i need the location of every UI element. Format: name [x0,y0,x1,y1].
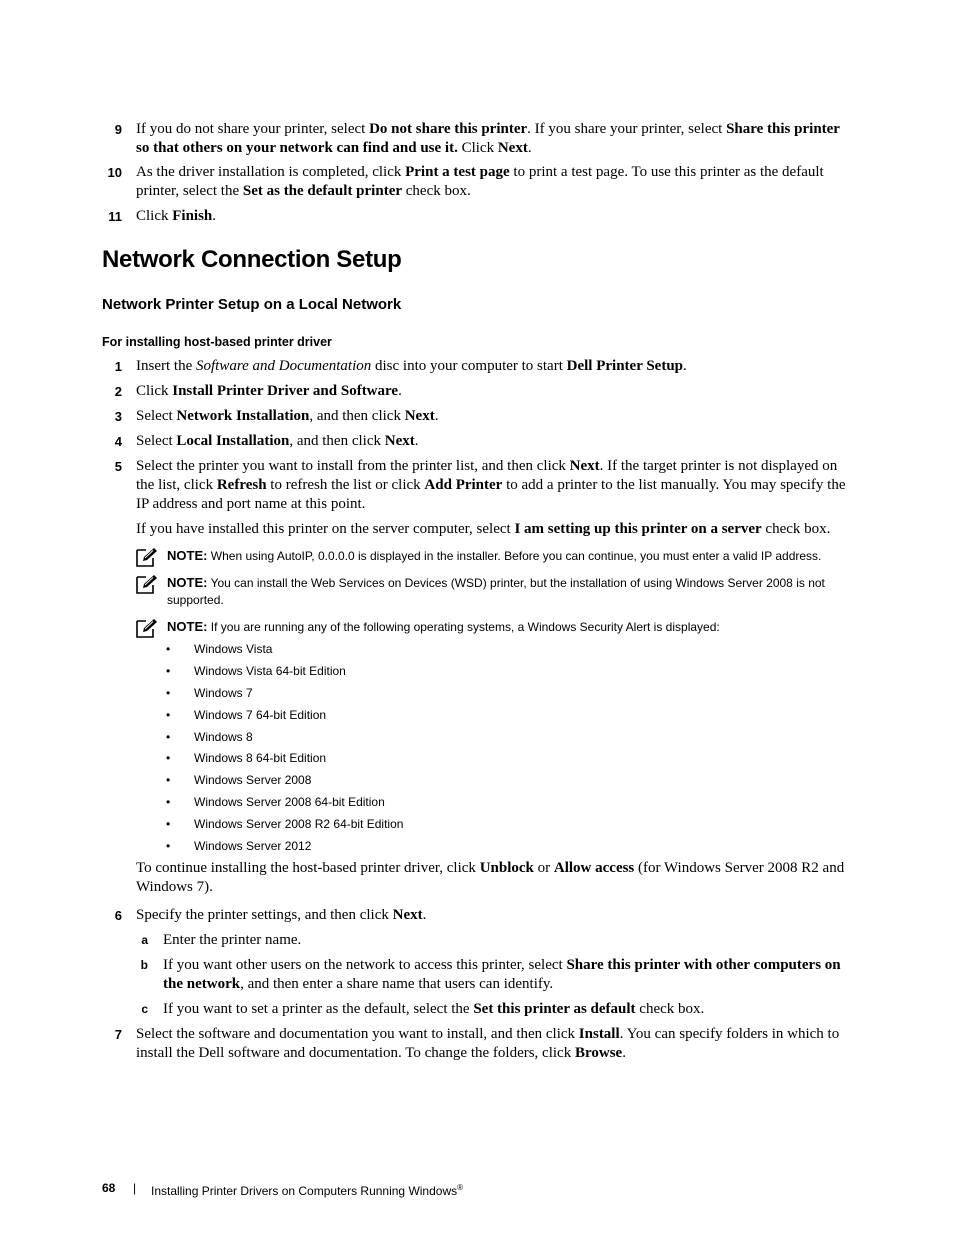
text-run: . [422,907,427,923]
os-name: Windows 8 [194,729,253,744]
step-text [136,1025,850,1063]
bold-term: Refresh [216,477,267,493]
text-run: . [212,208,217,224]
step-number: 10 [107,165,122,180]
substep-letter: a [141,933,148,947]
footer-separator: | [133,1181,137,1195]
text-run: . [527,140,532,156]
substep-text [163,1000,853,1019]
os-name: Windows 7 [194,685,253,700]
text-run: If you have installed this printer on the server computer, select [136,521,515,537]
step-text [136,457,850,514]
text-run: check box. [402,183,471,199]
bullet-icon: • [166,795,171,810]
note-label: NOTE: [167,575,208,590]
text-run: . [683,358,687,374]
bold-term: Network Installation [176,408,310,424]
bold-term: Share this printer with other computers on the network [163,957,841,992]
text-run: , and then click [289,433,385,449]
text-run: . [434,408,439,424]
step-text [136,432,850,451]
text-run: Enter the printer name. [163,932,302,948]
note-text [167,574,857,609]
os-name: Windows Server 2008 R2 64-bit Edition [194,817,404,832]
text-run: or [533,860,554,876]
paragraph-text [136,520,850,539]
bold-term: Install Printer Driver and Software [172,383,399,399]
text-run: (for Windows Server 2008 R2 and Windows 7). [136,860,845,895]
text-run: check box. [635,1001,705,1017]
step-text [136,382,850,401]
text-run: check box. [761,521,831,537]
text-run: . If the target printer is not displayed on the list, click [136,458,838,493]
text-run: If you want to set a printer as the default, select the [163,1001,474,1017]
text-run: Specify the printer settings, and then click [136,907,393,923]
substep-text [163,956,853,994]
step-text [136,163,850,201]
substep-text [163,931,853,950]
note-body: If you are running any of the following operating systems, a Windows Security Alert is displayed: [207,620,720,634]
bold-term: Allow access [553,860,635,876]
page-number: 68 [102,1181,116,1195]
note-pencil-icon [136,618,158,638]
text-run: to add a printer to the list manually. You may specify the IP address and port name at this point. [136,477,846,512]
text-run: to refresh the list or click [266,477,425,493]
bold-term: Share this printer so that others on your network can find and use it. [136,121,840,156]
bold-term: Install [578,1026,620,1042]
bold-term: Browse [574,1045,623,1061]
text-run: , and then click [309,408,405,424]
text-run: . [398,383,402,399]
os-name: Windows Server 2012 [194,839,312,854]
text-run: Select [136,433,177,449]
text-run: Insert the [136,358,196,374]
step-number: 5 [114,459,122,474]
os-name: Windows Server 2008 64-bit Edition [194,795,385,810]
step-text [136,407,850,426]
step-number: 9 [114,122,122,137]
text-run: As the driver installation is completed, click [136,164,406,180]
text-run: , and then enter a share name that users can identify. [240,976,554,992]
bold-term: Finish [172,208,213,224]
footer-title-text: Installing Printer Drivers on Computers Running Windows [151,1184,458,1198]
text-run: Select [136,408,177,424]
note-label: NOTE: [167,619,208,634]
bold-term: Local Installation [176,433,290,449]
step-number: 6 [114,908,122,923]
step-text [136,120,850,158]
bold-term: Set as the default printer [242,183,403,199]
step-number: 7 [114,1027,122,1042]
bullet-icon: • [166,751,171,766]
bold-term: Next [404,408,435,424]
text-run: Click [457,140,498,156]
bold-term: Next [569,458,600,474]
bold-term: Do not share this printer [369,121,528,137]
bullet-icon: • [166,817,171,832]
note-pencil-icon [136,574,158,594]
step-text [136,357,850,376]
os-name: Windows Vista [194,642,273,656]
bold-term: I am setting up this printer on a server [514,521,762,537]
os-name: Windows Server 2008 [194,773,312,788]
procedure-heading: For installing host-based printer driver [102,335,332,349]
text-run: disc into your computer to start [371,358,567,374]
note-body: You can install the Web Services on Devices (WSD) printer, but the installation of using Windows Server 2008 is not supported. [167,576,825,607]
os-name: Windows Vista 64-bit Edition [194,663,346,678]
bullet-icon: • [166,663,171,678]
bullet-icon: • [166,839,171,854]
os-name: Windows 7 64-bit Edition [194,707,327,722]
text-run: Select the printer you want to install from the printer list, and then click [136,458,570,474]
bold-term: Next [497,140,528,156]
step-number: 2 [114,384,122,399]
bullet-icon: • [166,729,171,744]
step-number: 4 [114,434,122,449]
text-run: If you do not share your printer, select [136,121,370,137]
bold-term: Add Printer [424,477,503,493]
step-text [136,906,850,925]
italic-term: Software and Documentation [195,358,372,374]
subsection-heading: Network Printer Setup on a Local Network [102,296,402,313]
bullet-icon: • [166,642,171,656]
substep-letter: b [140,958,148,972]
text-run: To continue installing the host-based printer driver, click [136,860,480,876]
step-number: 11 [108,209,122,224]
text-run: . If you share your printer, select [527,121,727,137]
bold-term: Set this printer as default [473,1001,636,1017]
footer-title [151,1178,463,1201]
note-text [167,547,857,565]
bullet-icon: • [166,773,171,788]
section-heading: Network Connection Setup [102,246,402,273]
note-body: When using AutoIP, 0.0.0.0 is displayed in the installer. Before you can continue, you must enter a valid IP address. [207,549,822,563]
bold-term: Next [384,433,415,449]
bold-term: Print a test page [405,164,510,180]
text-run: . You can specify folders in which to install the Dell software and documentation. To change the folders, click [136,1026,840,1061]
bold-term: Dell Printer Setup [566,358,684,374]
text-run: Click [136,383,173,399]
step-text [136,207,850,226]
step-number: 1 [114,359,122,374]
bold-term: Unblock [479,860,534,876]
bullet-icon: • [166,707,171,722]
substep-letter: c [141,1002,148,1016]
step-number: 3 [114,409,122,424]
bold-term: Next [392,907,423,923]
bullet-icon: • [166,685,171,700]
text-run: to print a test page. To use this printer as the default printer, select the [136,164,824,199]
note-text [167,618,857,636]
text-run: . [414,433,419,449]
note-label: NOTE: [167,548,208,563]
note-pencil-icon [136,547,158,567]
os-name: Windows 8 64-bit Edition [194,751,327,766]
text-run: . [622,1045,626,1061]
text-run: Click [136,208,173,224]
text-run: Select the software and documentation you want to install, and then click [136,1026,579,1042]
registered-mark: ® [457,1183,464,1192]
text-run: If you want other users on the network to access this printer, select [163,957,567,973]
paragraph-text [136,859,850,897]
